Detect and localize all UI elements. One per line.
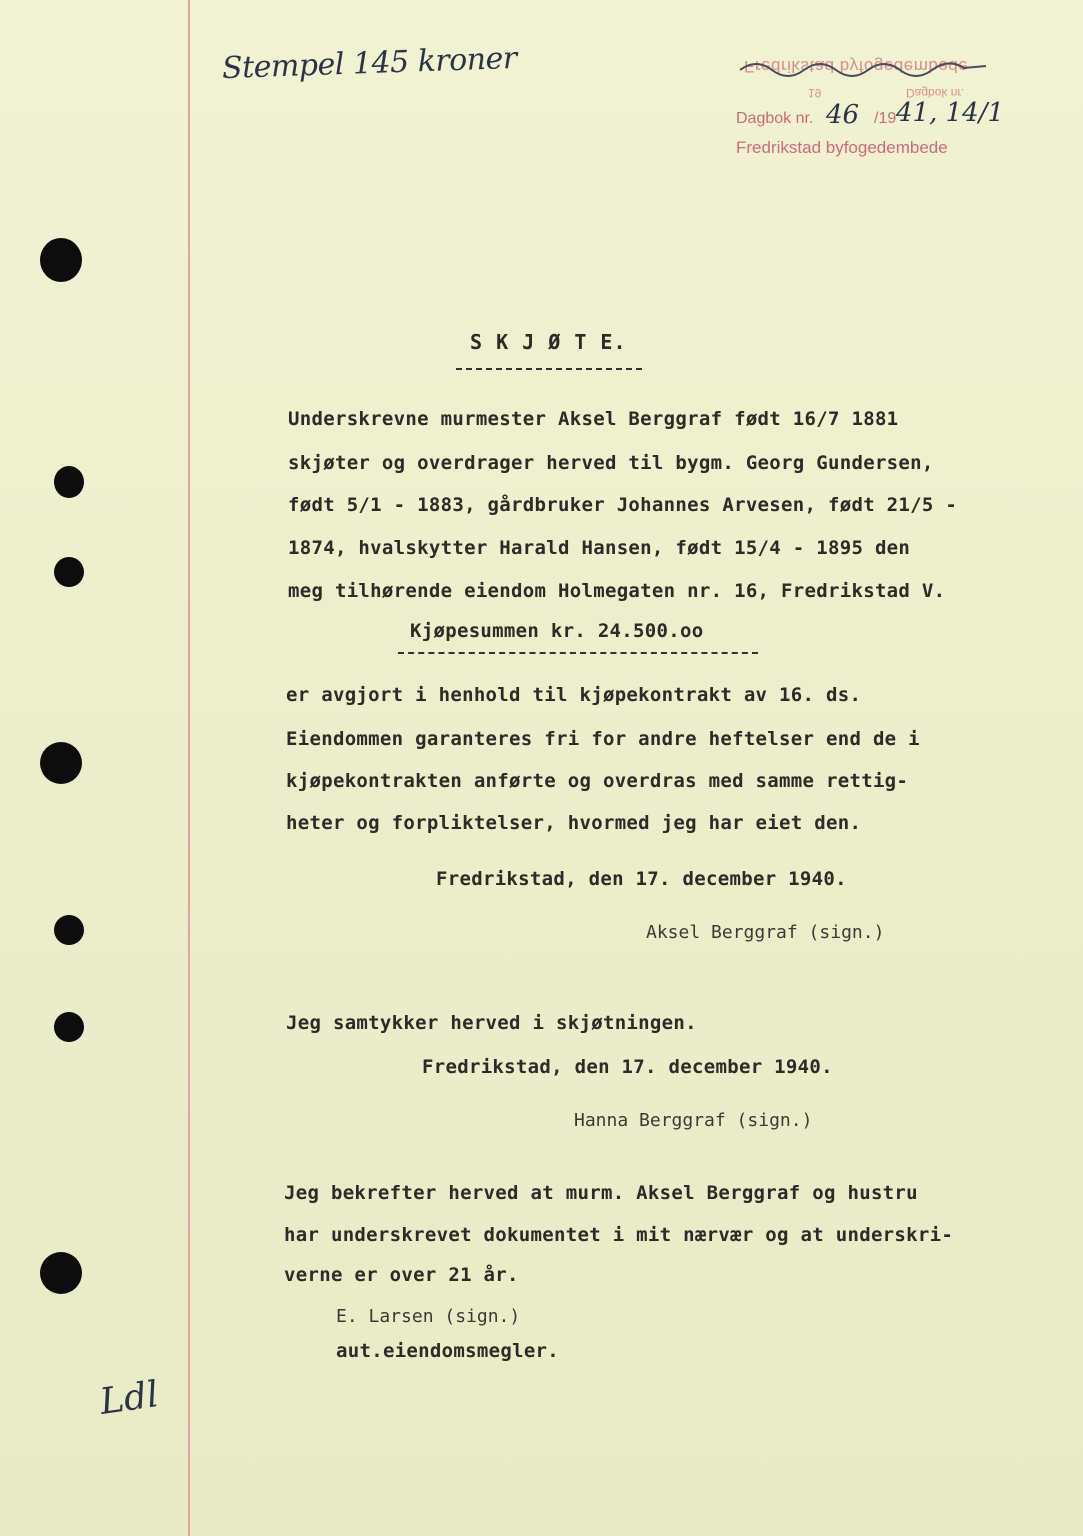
margin-line	[188, 0, 190, 1536]
dagbok-label: Dagbok nr.	[736, 110, 814, 127]
signature-larsen-title: aut.eiendomsmegler.	[336, 1340, 560, 1362]
registry-stamp	[736, 52, 1006, 162]
stamp-mirror-small-1: 19	[808, 86, 822, 100]
punch-hole	[54, 466, 84, 498]
body-line: kjøpekontrakten anførte og overdras med samme rettig-	[286, 770, 909, 792]
document-title: S K J Ø T E.	[470, 330, 627, 354]
dagbok-year-prefix: /19	[874, 110, 897, 127]
punch-hole	[40, 742, 82, 784]
signature-aksel: Aksel Berggraf (sign.)	[646, 922, 885, 943]
body-line: skjøter og overdrager herved til bygm. Georg Gundersen,	[288, 452, 934, 474]
dagbok-date: 41, 14/1	[896, 98, 1004, 128]
punch-hole	[54, 1012, 84, 1042]
dagbok-number: 46	[826, 100, 860, 130]
place-date-1: Fredrikstad, den 17. december 1940.	[436, 868, 847, 890]
signature-hanna: Hanna Berggraf (sign.)	[574, 1110, 813, 1131]
confirm-line: Jeg bekrefter herved at murm. Aksel Berggraf og hustru	[284, 1182, 918, 1204]
punch-hole	[40, 1252, 82, 1294]
place-date-2: Fredrikstad, den 17. december 1940.	[422, 1056, 833, 1078]
stamp-scribble	[736, 52, 996, 82]
consent-line: Jeg samtykker herved i skjøtningen.	[286, 1012, 697, 1034]
punch-hole	[54, 557, 84, 587]
stamp-duty-note: Stempel 145 kroner	[221, 40, 518, 87]
initials-mark: Ldl	[97, 1374, 162, 1423]
signature-larsen: E. Larsen (sign.)	[336, 1306, 521, 1327]
confirm-line: har underskrevet dokumentet i mit nærvær og at underskri-	[284, 1224, 954, 1246]
stamp-office: Fredrikstad byfogedembede	[736, 138, 948, 157]
body-line: 1874, hvalskytter Harald Hansen, født 15/4 - 1895 den	[288, 537, 911, 559]
stamp-mirror-small-2: Dagbok nr.	[906, 86, 965, 100]
body-line: født 5/1 - 1883, gårdbruker Johannes Arvesen, født 21/5 -	[288, 494, 958, 516]
confirm-line: verne er over 21 år.	[284, 1264, 519, 1286]
stamp-mirror-text: Fredrikstad byfogedembede	[744, 57, 969, 76]
body-line: er avgjort i henhold til kjøpekontrakt av 16. ds.	[286, 684, 862, 706]
punch-hole	[40, 238, 82, 282]
punch-hole	[54, 915, 84, 945]
body-line: heter og forpliktelser, hvormed jeg har eiet den.	[286, 812, 862, 834]
body-line: Underskrevne murmester Aksel Berggraf født 16/7 1881	[288, 408, 899, 430]
purchase-sum: Kjøpesummen kr. 24.500.oo	[410, 620, 704, 642]
purchase-sum-underline	[398, 652, 758, 654]
title-underline	[456, 368, 642, 370]
body-line: Eiendommen garanteres fri for andre heftelser end de i	[286, 728, 920, 750]
body-line: meg tilhørende eiendom Holmegaten nr. 16, Fredrikstad V.	[288, 580, 946, 602]
